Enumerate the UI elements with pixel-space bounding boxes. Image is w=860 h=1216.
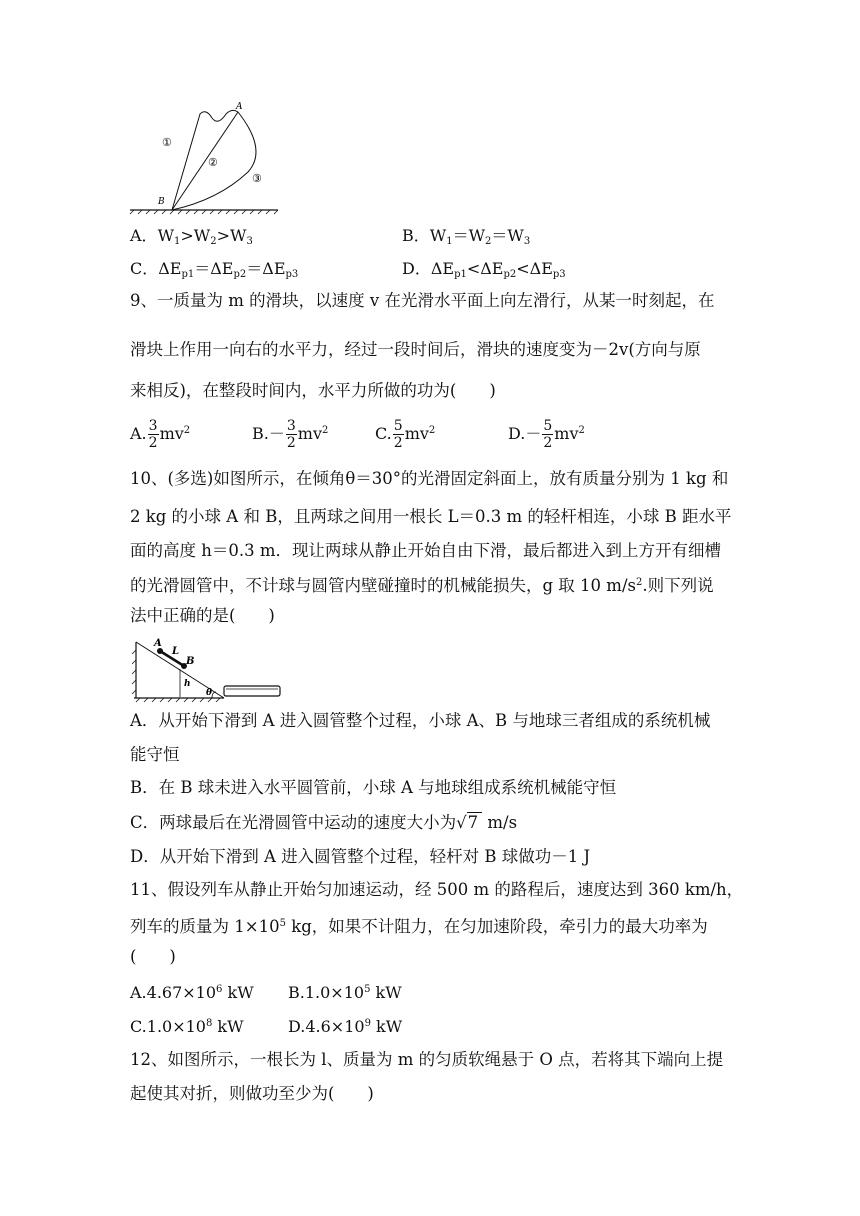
q9-option-d: D.－ $\frac{5}{2}$ $mv^2$ [508, 418, 585, 451]
q12-line-1: 12、如图所示，一根长为 l、质量为 m 的匀质软绳悬于 O 点，若将其下端向上提 [130, 1050, 724, 1069]
sqrt-symbol: √7 [456, 811, 482, 835]
fig2-label-h: h [184, 679, 191, 689]
q10-line-1: 10、(多选)如图所示，在倾角θ＝30°的光滑固定斜面上，放有质量分别为 1 kg 和 [130, 469, 729, 488]
path-2-line [172, 112, 238, 210]
q11-option-b: $B.1.0\times 10^5$ kW [288, 983, 402, 1002]
q10-option-c: C．两球最后在光滑圆管中运动的速度大小为√7 m/s [130, 811, 517, 835]
incline-figure [128, 634, 288, 704]
fig2-label-a: A [154, 638, 162, 649]
q8-option-c: C．$\Delta E_{p1}=\Delta E_{p2}=\Delta E_{p3}$ [130, 259, 299, 280]
q9-line-2: 滑块上作用一向右的水平力，经过一段时间后，滑块的速度变为－2v(方向与原 [130, 340, 701, 359]
q11-option-d: $D.4.6\times 10^9$ kW [288, 1017, 403, 1036]
q9-line-1: 9、一质量为 m 的滑块，以速度 v 在光滑水平面上向左滑行，从某一时刻起，在 [130, 291, 715, 310]
q8-option-b: B．$W_1=W_2=W_3$ [402, 226, 531, 247]
q11-option-a: $A.4.67\times 10^6$ kW [130, 983, 254, 1002]
q11-line-2: 列车的质量为 $1\times 10^5$ kg，如果不计阻力，在匀加速阶段，牵引力的最大功率为 [130, 917, 708, 936]
label-A: A [236, 102, 243, 112]
q9-line-3: 来相反)，在整段时间内，水平力所做的功为( ) [130, 381, 496, 400]
q10-line-4: 的光滑圆管中，不计球与圆管内壁碰撞时的机械能损失，g 取 10 $m/s^2$.则下列说 [130, 576, 714, 595]
q11-line-1: 11、假设列车从静止开始匀加速运动，经 500 m 的路程后，速度达到 360 km/h， [130, 880, 744, 899]
tube [224, 686, 280, 696]
q10-option-b: B．在 B 球未进入水平圆管前，小球 A 与地球组成系统机械能守恒 [130, 778, 617, 797]
q9-option-c: C. $\frac{5}{2}$ $mv^2$ [375, 418, 436, 451]
fig2-label-theta: θ [206, 688, 213, 698]
q10-line-5: 法中正确的是( ) [130, 606, 275, 625]
q11-line-3: ( ) [130, 947, 176, 966]
q9-option-b: B.－ $\frac{3}{2}$ $mv^2$ [252, 418, 329, 451]
q9-option-a: A. $\frac{3}{2}$ $mv^2$ [130, 418, 191, 451]
q12-line-2: 起使其对折，则做功至少为( ) [130, 1084, 374, 1103]
q10-option-a-line-1: A．从开始下滑到 A 进入圆管整个过程，小球 A、B 与地球三者组成的系统机械 [130, 711, 711, 730]
q8-option-a: A．$W_1>W_2>W_3$ [130, 226, 253, 247]
three-paths-figure [128, 100, 288, 215]
label-path-2: ② [208, 156, 218, 169]
q10-option-d: D．从开始下滑到 A 进入圆管整个过程，轻杆对 B 球做功－1 J [130, 847, 591, 866]
q8-option-d: D．$\Delta E_{p1}<\Delta E_{p2}<\Delta E_{p3}$ [402, 259, 566, 280]
q10-line-2: 2 kg 的小球 A 和 B，且两球之间用一根长 L＝0.3 m 的轻杆相连，小球 B 距水平 [130, 507, 732, 526]
q10-option-a-line-2: 能守恒 [130, 745, 180, 764]
label-path-3: ③ [252, 172, 262, 185]
label-path-1: ① [162, 136, 172, 149]
label-B: B [158, 197, 165, 207]
fig2-label-l: L [172, 646, 180, 657]
fig2-label-b: B [186, 656, 195, 667]
q11-option-c: $C.1.0\times 10^8$ kW [130, 1017, 244, 1036]
ground-hatch [130, 210, 278, 214]
q10-line-3: 面的高度 h＝0.3 m．现让两球从静止开始自由下滑，最后都进入到上方开有细槽 [130, 541, 722, 560]
